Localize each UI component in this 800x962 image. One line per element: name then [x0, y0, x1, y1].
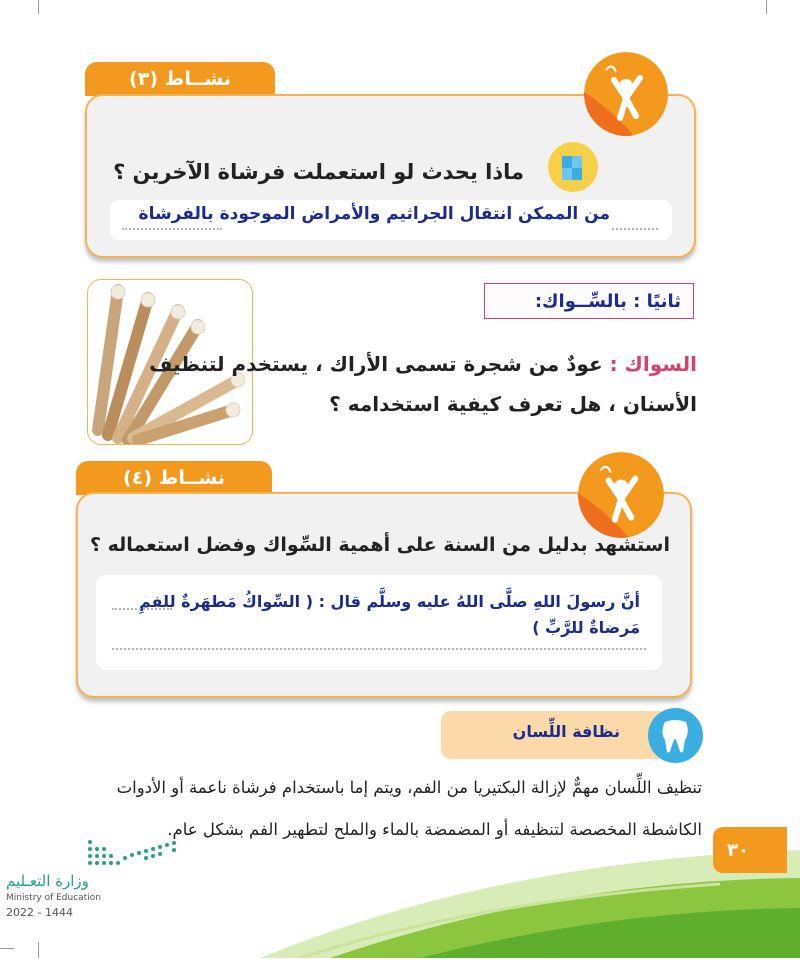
activity-4-answer-line2: مَرضاةٌ للرَّبِّ ): [532, 618, 640, 637]
tooth-icon: [648, 708, 703, 763]
crop-mark: [766, 0, 767, 14]
answer-dotted-line: [112, 608, 172, 610]
activity-icon: [584, 52, 668, 136]
answer-dotted-line: [122, 228, 222, 230]
activity-icon: [578, 452, 664, 538]
activity-3-tab: [85, 62, 275, 96]
ministry-name-arabic: وزارة التعـليم: [6, 872, 89, 890]
tongue-title: نظافة اللِّسان: [512, 722, 620, 741]
page-number: ٣٠: [727, 839, 749, 861]
ministry-logo-dots: [80, 833, 182, 871]
siwak-text: عودٌ من شجرة تسمى الأراك ، يستخدم لتنظيف: [149, 352, 610, 376]
ministry-year: 2022 - 1444: [6, 906, 73, 919]
activity-4-tab-label: نشــاط (٤): [123, 467, 225, 489]
activity-4-tab: [76, 461, 272, 495]
activity-4-answer-line1: أنَّ رسولَ اللهِ صلَّى اللهُ عليه وسلَّم قال : ( السِّواكُ مَطهَرةٌ للفمِ: [138, 592, 640, 611]
activity-3-answer: من الممكن انتقال الجراثيم والأمراض الموجودة بالفرشاة: [138, 204, 610, 224]
tongue-text-line2: الكاشطة المخصصة لتنظيفه أو المضمضة بالماء والملح لتطهير الفم بشكل عام.: [167, 820, 702, 839]
activity-4-question: استشهد بدليل من السنة على أهمية السِّواك وفضل استعماله ؟: [89, 534, 670, 556]
answer-dotted-line: [112, 648, 646, 650]
siwak-term: السواك :: [609, 352, 697, 376]
activity-3-question: ماذا يحدث لو استعملت فرشاة الآخرين ؟: [113, 160, 524, 184]
siwak-heading-box: [484, 283, 694, 319]
siwak-definition-line2: الأسنان ، هل تعرف كيفية استخدامه ؟: [329, 392, 697, 416]
activity-3-tab-label: نشــاط (٣): [129, 68, 231, 90]
siwak-heading: ثانيًا : بالسِّــواك:: [534, 290, 681, 312]
siwak-definition-line1: [149, 352, 697, 376]
puzzle-icon: [548, 142, 598, 192]
answer-dotted-line: [612, 228, 658, 230]
ministry-name-english: Ministry of Education: [6, 893, 101, 903]
tongue-text-line1: تنظيف اللِّسان مهمٌّ لإزالة البكتيريا من الفم، ويتم إما باستخدام فرشاة ناعمة أو الأدوات: [116, 778, 702, 797]
page-number-tab: [713, 827, 787, 873]
crop-mark: [38, 0, 39, 14]
